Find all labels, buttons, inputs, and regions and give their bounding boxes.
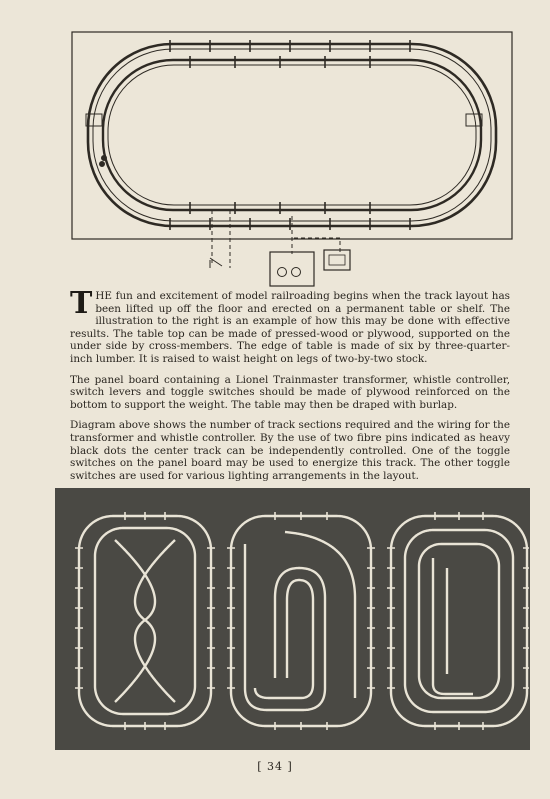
- figure-eight-layout: [79, 516, 211, 726]
- paragraph-3: Diagram above shows the number of track sections required and the wiring for the transformer and whistle controller. By the use of two fibre pins indicated as heavy black dots the center track can be independently controlled. One of the toggle switches on the panel board may be used to energize this track. The other toggle switches are used for various lighting arrangements in the layout.: [70, 419, 510, 482]
- article-text: [70, 286, 510, 490]
- wiring-line: [292, 216, 340, 254]
- fibre-pin-dot: [102, 156, 107, 161]
- outer-oval-track-inner-rail: [93, 49, 491, 221]
- double-oval-layout: [391, 516, 527, 726]
- paragraph-1-body: HE fun and excitement of model railroading begins when the track layout has been lifted up off the floor and erected on a permanent table or shelf. The illustration to the right is an example of how this may be done with effective results. The table top can be made of pressed-wood or plywood, supported on the under side by cross-members. The edge of table is made of six by three-quarter-inch lumber. It is raised to waist height on legs of two-by-two stock.: [70, 290, 510, 365]
- transformer-dial: [292, 268, 301, 277]
- paragraph-1: [70, 286, 510, 366]
- reverse-loop-layout: [231, 516, 371, 726]
- transformer-dial: [278, 268, 287, 277]
- outer-oval-track: [88, 44, 496, 226]
- inner-oval-track-inner-rail: [108, 65, 476, 205]
- table-layout-diagram: [60, 30, 520, 292]
- track-layouts-photo: [55, 488, 530, 750]
- inner-oval-track: [103, 60, 481, 210]
- paragraph-2: The panel board containing a Lionel Trainmaster transformer, whistle controller, switch levers and toggle switches should be made of plywood reinforced on the bottom to support the weight. The table may then be draped with burlap.: [70, 373, 510, 411]
- page-number: [ 34 ]: [257, 760, 293, 773]
- whistle-controller: [324, 250, 350, 270]
- drop-cap: T: [70, 286, 93, 321]
- table-outline: [72, 32, 512, 239]
- fibre-pin-dot: [100, 162, 105, 167]
- whistle-controller-face: [329, 255, 345, 265]
- track-ties: [170, 40, 410, 230]
